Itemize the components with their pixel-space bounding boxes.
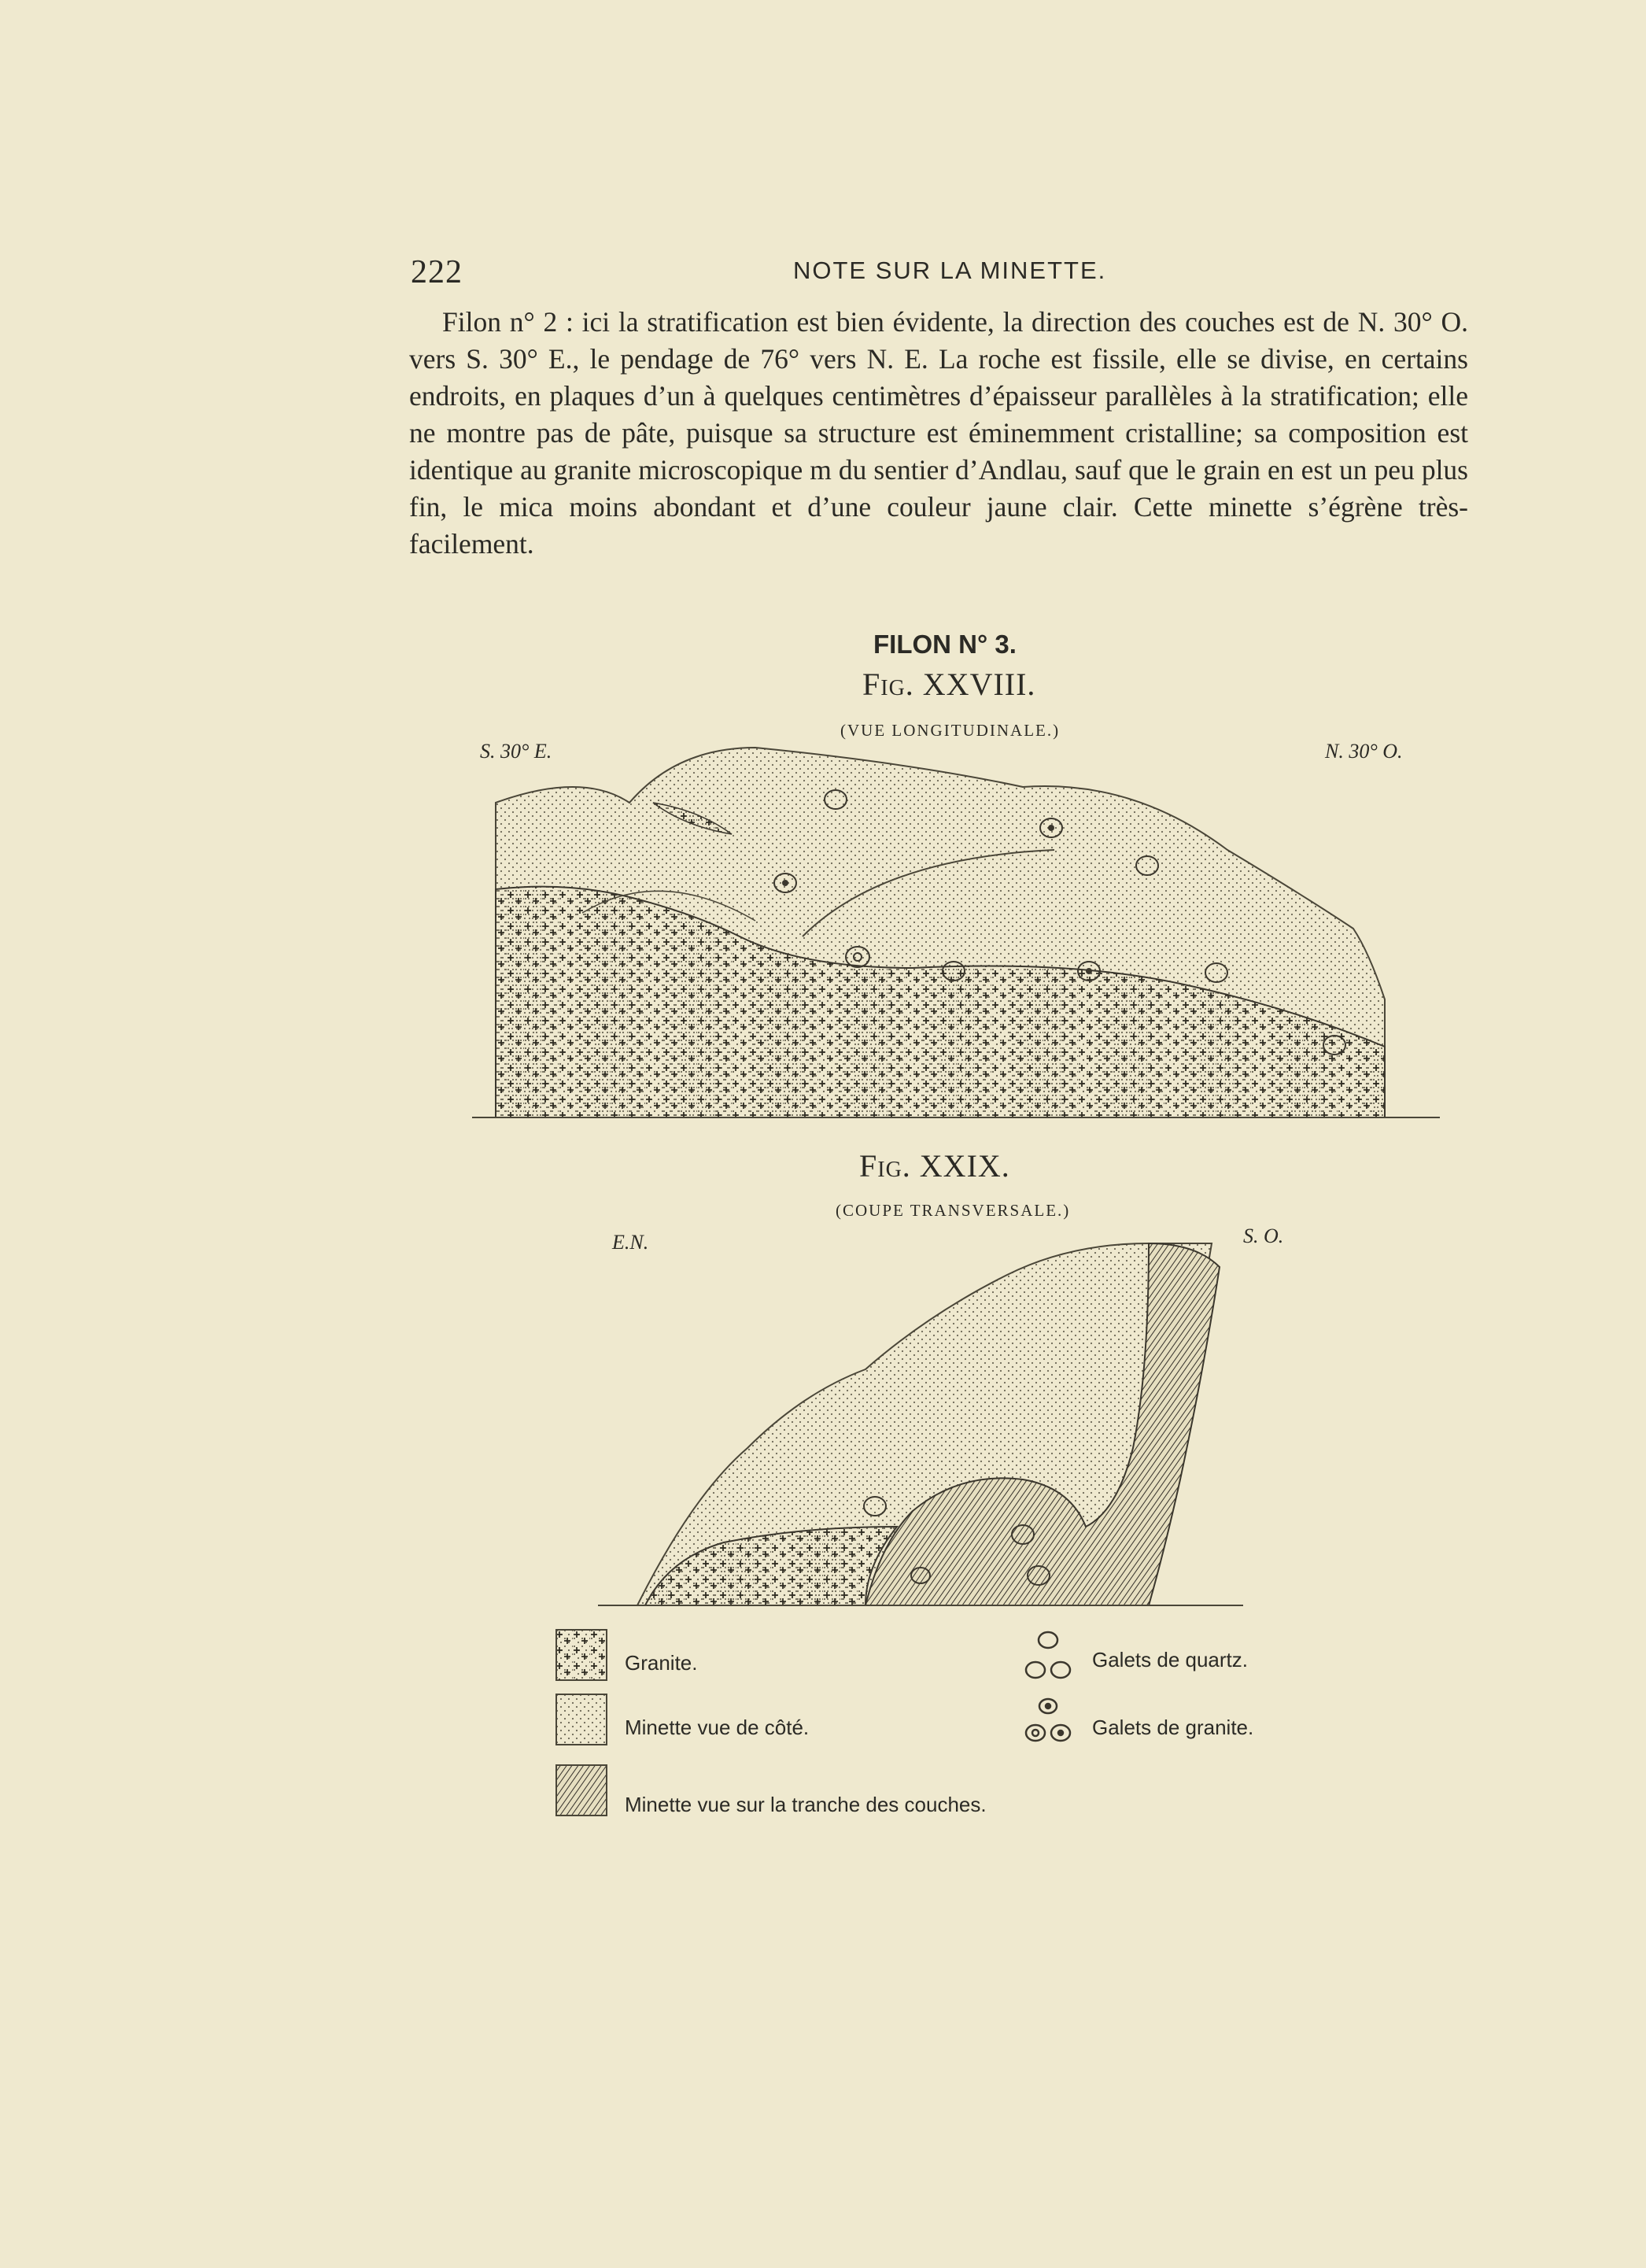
figure-29-left-direction: E.N. xyxy=(612,1231,649,1254)
legend-quartz-label: Galets de quartz. xyxy=(1092,1648,1248,1671)
figure-28-subtitle: (VUE LONGITUDINALE.) xyxy=(840,721,1061,740)
quartz-pebble-icon xyxy=(1020,1627,1076,1684)
legend-minette-edge-label: Minette vue sur la tranche des couches. xyxy=(625,1793,987,1816)
body-text xyxy=(409,304,1468,563)
legend-minette-side-label: Minette vue de côté. xyxy=(625,1716,810,1739)
figure-28-title: Fig. XXVIII. xyxy=(862,667,1036,702)
section-heading: FILON N° 3. xyxy=(873,630,1017,659)
granite-pebble-icon xyxy=(1020,1692,1076,1749)
figure-28-right-direction: N. 30° O. xyxy=(1325,740,1403,763)
legend-minette-edge-swatch xyxy=(555,1764,607,1816)
legend-granite-pebble-label: Galets de granite. xyxy=(1092,1716,1254,1739)
figure-28-diagram xyxy=(472,732,1440,1125)
figure-29-subtitle: (COUPE TRANSVERSALE.) xyxy=(836,1201,1071,1220)
legend-minette-side-swatch xyxy=(555,1694,607,1745)
legend-granite-label: Granite. xyxy=(625,1651,698,1675)
legend-granite-swatch xyxy=(555,1629,607,1681)
figure-29-title: Fig. XXIX. xyxy=(859,1148,1010,1184)
figure-28-left-direction: S. 30° E. xyxy=(480,740,552,763)
running-title: NOTE SUR LA MINETTE. xyxy=(793,257,1107,284)
figure-29-right-direction: S. O. xyxy=(1243,1224,1284,1247)
page-number: 222 xyxy=(411,254,463,290)
paragraph-filon-2: Filon n° 2 : ici la stratification est bien évidente, la direction des couches est de N. 30° O. vers S. 30° E., le pendage de 76° vers N. E. La roche est fissile, elle se divise, en certains endroits, en plaques d’un à quelques centimètres d’épaisseur parallèles à la stratification; elle ne montre pas de pâte, puisque sa structure est éminemment cristalline; sa composition est identique au granite microscopique m du sentier d’Andlau, sauf que le grain en est un peu plus fin, le mica moins abondant et d’une couleur jaune clair. Cette minette s’égrène très-facilement. xyxy=(409,306,1468,560)
figure-29-diagram xyxy=(598,1212,1306,1613)
